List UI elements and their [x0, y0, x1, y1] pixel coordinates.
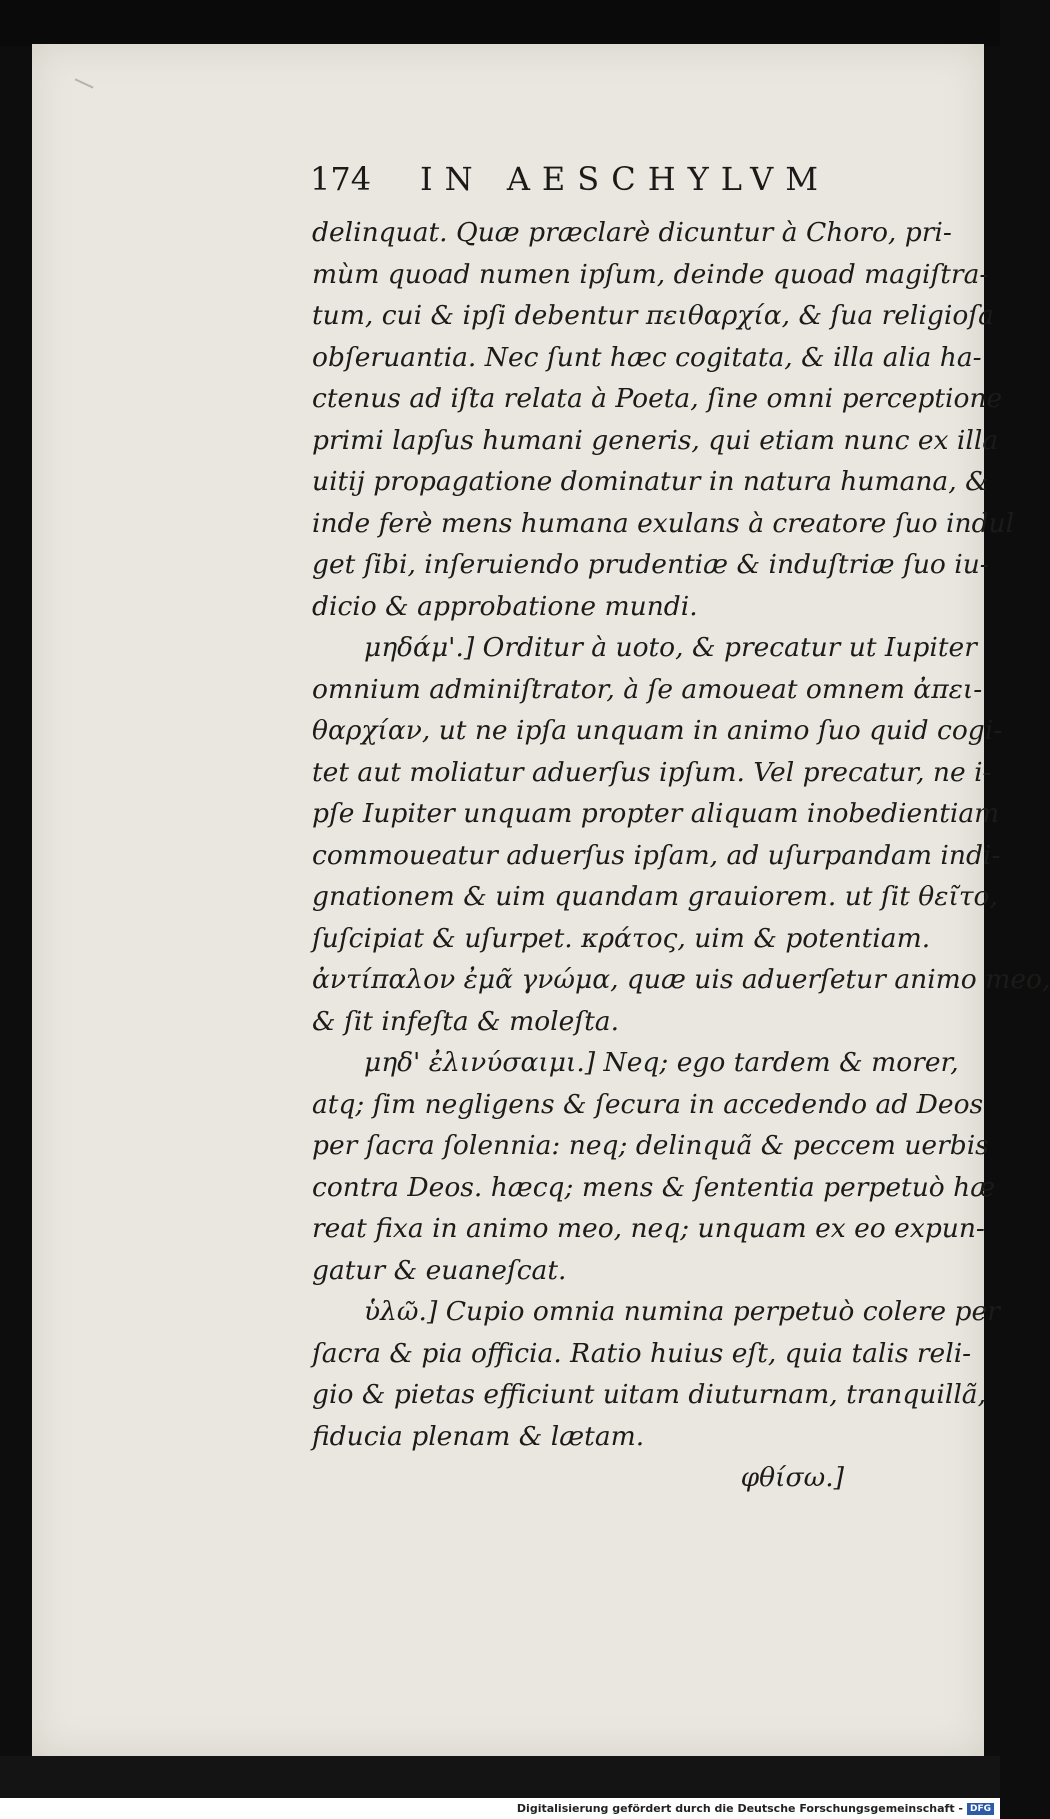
text-line: get ſibi, inſeruiendo prudentiæ & induſtriæ ſuo iu- [312, 549, 989, 580]
text-line: & ſit infeſta & moleſta. [312, 1005, 620, 1037]
text-line: ſacra & pia officia. Ratio huius eſt, quia talis reli- [312, 1337, 972, 1369]
running-head [310, 160, 890, 210]
text-line: μηδάμ'.] Orditur à uoto, & precatur ut Iupiter [364, 632, 977, 663]
text-line: fiducia plenam & lætam. [312, 1420, 645, 1452]
text-line: atq; ſim negligens & ſecura in accedendo ad Deos [312, 1088, 984, 1120]
text-line: dicio & approbatione mundi. [312, 590, 698, 622]
text-line: ἀντίπαλον ἐμᾶ γνώμα, quæ uis aduerſetur animo meo, [312, 964, 1050, 995]
footer-credit: Digitalisierung gefördert durch die Deutsche Forschungsgemeinschaft - [516, 1802, 963, 1815]
text-line: tum, cui & ipſi debentur πειθαρχία, & ſua religioſa [312, 300, 994, 331]
text-line: per ſacra ſolennia: neq; delinquã & peccem uerbis [312, 1130, 989, 1161]
text-line: ctenus ad iſta relata à Poeta, ſine omni perceptione [312, 383, 1003, 414]
text-line: ὑλῶ.] Cupio omnia numina perpetuò colere per [364, 1296, 1000, 1327]
text-line: reat fixa in animo meo, neq; unquam ex eo expun- [312, 1213, 985, 1244]
text-line: pſe Iupiter unquam propter aliquam inobedientiam [312, 798, 1000, 829]
text-line: uitij propagatione dominatur in natura humana, & [312, 466, 989, 497]
dfg-logo: DFG [967, 1803, 994, 1815]
text-line: ſuſcipiat & uſurpet. κράτος, uim & potentiam. [312, 922, 931, 954]
scan-top-band [0, 0, 1000, 46]
text-line: gio & pietas efficiunt uitam diuturnam, tranquillã, [312, 1379, 987, 1410]
text-line: primi lapſus humani generis, qui etiam nunc ex illa [312, 424, 999, 456]
text-block [312, 212, 1050, 1499]
text-line: gatur & euaneſcat. [312, 1254, 567, 1286]
text-line: obſeruantia. Nec ſunt hæc cogitata, & illa alia ha- [312, 341, 982, 373]
text-line: mùm quoad numen ipſum, deinde quoad magiſtra- [312, 258, 989, 290]
running-title: IN AESCHYLVM [420, 160, 831, 198]
text-line: tet aut moliatur aduerſus ipſum. Vel precatur, ne i- [312, 756, 992, 788]
digitization-footer [0, 1798, 1000, 1819]
page-mark [70, 78, 93, 97]
text-line: μηδ' ἐλινύσαιμι.] Neq; ego tardem & morer, [364, 1047, 959, 1078]
text-line: delinquat. Quæ præclarè dicuntur à Choro, pri- [312, 217, 952, 248]
text-line: omnium adminiſtrator, à ſe amoueat omnem ἀπει- [312, 673, 983, 705]
text-line: contra Deos. hæcq; mens & ſententia perpetuò hæ [312, 1171, 996, 1203]
text-line: gnationem & uim quandam grauiorem. ut ſit θεῖτο, [312, 881, 998, 912]
text-line: inde ferè mens humana exulans à creatore ſuo indul [312, 507, 1015, 539]
page-number: 174 [310, 160, 372, 198]
text-line: θαρχίαν, ut ne ipſa unquam in animo ſuo quid cogi- [312, 715, 1003, 746]
scan-bottom-band [0, 1756, 1000, 1798]
catchword: φθίσω.] [740, 1462, 844, 1493]
text-line: commoueatur aduerſus ipſam, ad uſurpandam indi- [312, 839, 1001, 871]
